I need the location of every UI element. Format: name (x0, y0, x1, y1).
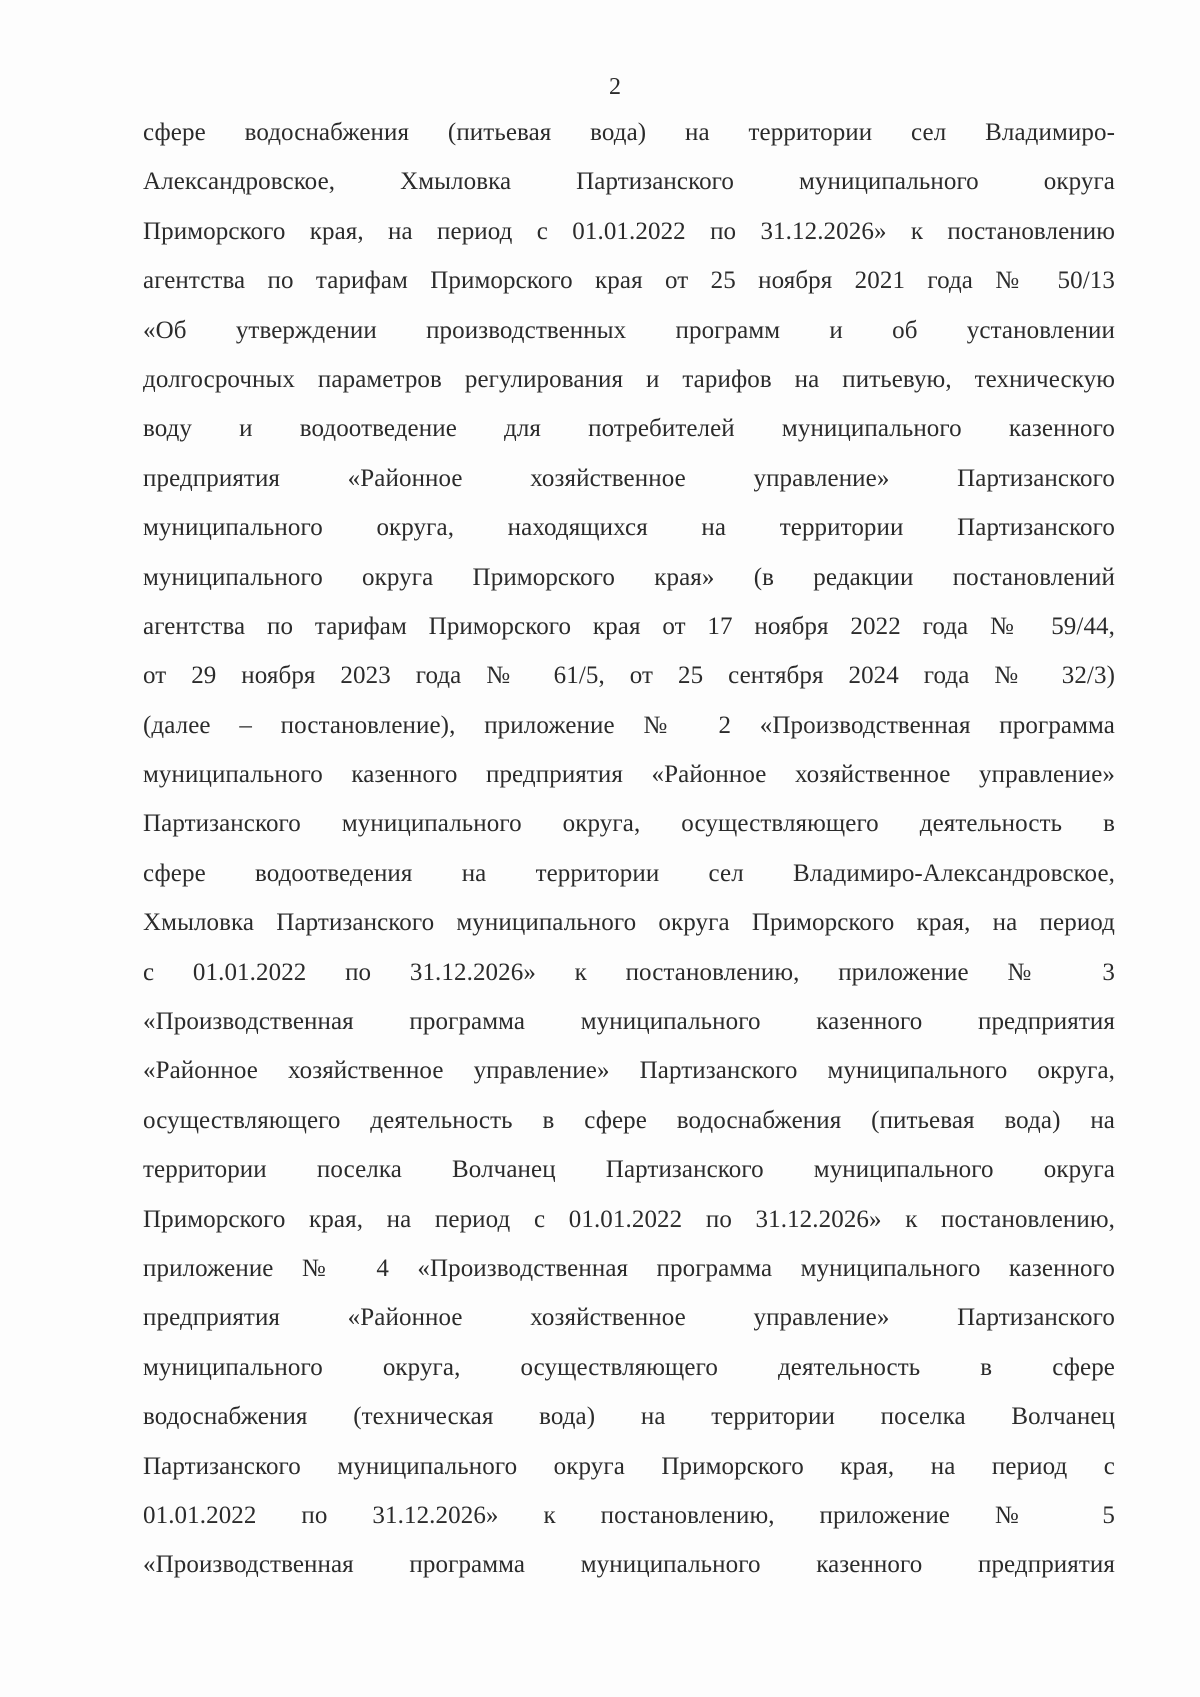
text-line: муниципального округа Приморского края» (в редакции постановлений (143, 563, 1115, 591)
text-line: «Производственная программа муниципального казенного предприятия (143, 1551, 1115, 1579)
text-line: муниципального казенного предприятия «Районное хозяйственное управление» (143, 761, 1115, 789)
text-line: территории поселка Волчанец Партизанского муниципального округа (143, 1156, 1115, 1184)
text-line: агентства по тарифам Приморского края от 17 ноября 2022 года № 59/44, (143, 612, 1115, 640)
text-line: Хмыловка Партизанского муниципального округа Приморского края, на период (143, 909, 1115, 937)
text-line: «Районное хозяйственное управление» Партизанского муниципального округа, (143, 1057, 1115, 1085)
text-line: «Об утверждении производственных программ и об установлении (143, 316, 1115, 344)
text-line: «Производственная программа муниципального казенного предприятия (143, 1008, 1115, 1036)
text-line: предприятия «Районное хозяйственное управление» Партизанского (143, 464, 1115, 492)
text-line: Партизанского муниципального округа Приморского края, на период с (143, 1452, 1115, 1480)
page-number: 2 (609, 74, 621, 100)
text-line: Александровское, Хмыловка Партизанского муниципального округа (143, 168, 1115, 196)
text-line: муниципального округа, находящихся на территории Партизанского (143, 514, 1115, 542)
body-text (143, 108, 1115, 1590)
text-line: предприятия «Районное хозяйственное управление» Партизанского (143, 1304, 1115, 1332)
text-line: Приморского края, на период с 01.01.2022 по 31.12.2026» к постановлению, (143, 1205, 1115, 1233)
text-line: от 29 ноября 2023 года № 61/5, от 25 сентября 2024 года № 32/3) (143, 662, 1115, 690)
text-line: Приморского края, на период с 01.01.2022 по 31.12.2026» к постановлению (143, 217, 1115, 245)
text-line: агентства по тарифам Приморского края от 25 ноября 2021 года № 50/13 (143, 267, 1115, 295)
text-line: долгосрочных параметров регулирования и тарифов на питьевую, техническую (143, 365, 1115, 393)
text-line: приложение № 4 «Производственная программа муниципального казенного (143, 1254, 1115, 1282)
text-line: (далее – постановление), приложение № 2 «Производственная программа (143, 711, 1115, 739)
text-line: осуществляющего деятельность в сфере водоснабжения (питьевая вода) на (143, 1106, 1115, 1134)
text-line: водоснабжения (техническая вода) на территории поселка Волчанец (143, 1403, 1115, 1431)
text-line: с 01.01.2022 по 31.12.2026» к постановлению, приложение № 3 (143, 958, 1115, 986)
text-line: муниципального округа, осуществляющего деятельность в сфере (143, 1353, 1115, 1381)
text-line: воду и водоотведение для потребителей муниципального казенного (143, 415, 1115, 443)
text-line: Партизанского муниципального округа, осуществляющего деятельность в (143, 810, 1115, 838)
text-line: 01.01.2022 по 31.12.2026» к постановлению, приложение № 5 (143, 1501, 1115, 1529)
text-line: сфере водоотведения на территории сел Владимиро-Александровское, (143, 859, 1115, 887)
text-line: сфере водоснабжения (питьевая вода) на территории сел Владимиро- (143, 119, 1115, 146)
